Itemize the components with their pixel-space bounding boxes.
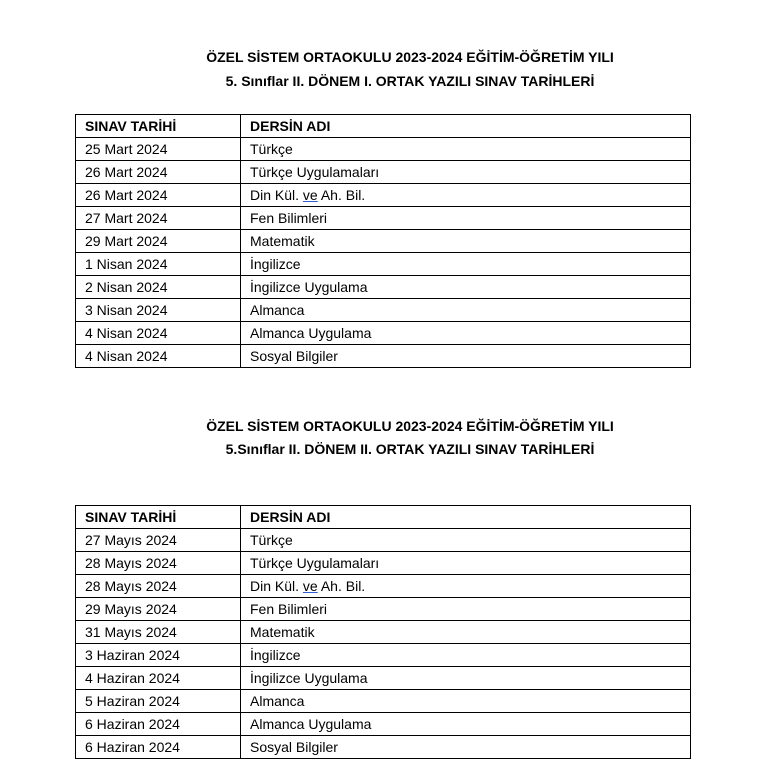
exam-table-2 (75, 505, 691, 759)
course-name-cell: Almanca (241, 299, 691, 322)
exam-table-1 (75, 114, 691, 368)
table-row (76, 621, 691, 644)
course-name-cell: İngilizce Uygulama (241, 667, 691, 690)
course-name-cell: Matematik (241, 230, 691, 253)
table-header-row (76, 506, 691, 529)
exam-date-cell: 6 Haziran 2024 (76, 736, 241, 759)
course-name-cell: İngilizce (241, 644, 691, 667)
header-exam-date: SINAV TARİHİ (76, 115, 241, 138)
course-name-cell: Türkçe (241, 529, 691, 552)
exam-date-cell: 26 Mart 2024 (76, 184, 241, 207)
table-row (76, 299, 691, 322)
exam-date-cell: 4 Nisan 2024 (76, 322, 241, 345)
exam-date-cell: 4 Nisan 2024 (76, 345, 241, 368)
table-row (76, 276, 691, 299)
spellcheck-underlined-word: ve (302, 187, 318, 203)
exam-date-cell: 31 Mayıs 2024 (76, 621, 241, 644)
exam-date-cell: 27 Mart 2024 (76, 207, 241, 230)
exam-date-cell: 26 Mart 2024 (76, 161, 241, 184)
course-name-cell: Almanca (241, 690, 691, 713)
exam-table-2-body (76, 529, 691, 759)
table-row (76, 345, 691, 368)
table-row (76, 322, 691, 345)
table-row (76, 161, 691, 184)
table-header-row (76, 115, 691, 138)
exam-table-1-body (76, 138, 691, 368)
course-name-cell: Türkçe Uygulamaları (241, 552, 691, 575)
header-course-name: DERSİN ADI (241, 506, 691, 529)
table-row (76, 598, 691, 621)
exam-date-cell: 3 Nisan 2024 (76, 299, 241, 322)
exam-date-cell: 3 Haziran 2024 (76, 644, 241, 667)
exam-date-cell: 28 Mayıs 2024 (76, 575, 241, 598)
exam-date-cell: 6 Haziran 2024 (76, 713, 241, 736)
table-row (76, 184, 691, 207)
section2-title-line2: 5.Sınıflar II. DÖNEM II. ORTAK YAZILI SINAV TARİHLERİ (225, 441, 595, 457)
section1-title-line1: ÖZEL SİSTEM ORTAOKULU 2023-2024 EĞİTİM-ÖĞRETİM YILI (206, 49, 614, 65)
exam-date-cell: 29 Mayıs 2024 (76, 598, 241, 621)
table-row (76, 552, 691, 575)
course-name-cell: İngilizce (241, 253, 691, 276)
table-row (76, 667, 691, 690)
exam-date-cell: 29 Mart 2024 (76, 230, 241, 253)
section1-title-line2: 5. Sınıflar II. DÖNEM I. ORTAK YAZILI SINAV TARİHLERİ (225, 73, 595, 89)
spellcheck-underlined-word: ve (302, 578, 318, 594)
course-name-cell: Sosyal Bilgiler (241, 345, 691, 368)
course-name-cell: Din Kül. ve Ah. Bil. (241, 184, 691, 207)
table-row (76, 644, 691, 667)
course-name-cell: İngilizce Uygulama (241, 276, 691, 299)
table-row (76, 736, 691, 759)
table-row (76, 529, 691, 552)
exam-date-cell: 25 Mart 2024 (76, 138, 241, 161)
course-name-cell: Sosyal Bilgiler (241, 736, 691, 759)
header-exam-date: SINAV TARİHİ (76, 506, 241, 529)
course-name-cell: Almanca Uygulama (241, 322, 691, 345)
exam-date-cell: 2 Nisan 2024 (76, 276, 241, 299)
table-row (76, 138, 691, 161)
course-name-cell: Fen Bilimleri (241, 207, 691, 230)
table-row (76, 575, 691, 598)
exam-date-cell: 1 Nisan 2024 (76, 253, 241, 276)
course-name-cell: Türkçe (241, 138, 691, 161)
course-name-cell: Türkçe Uygulamaları (241, 161, 691, 184)
header-course-name: DERSİN ADI (241, 115, 691, 138)
course-name-cell: Matematik (241, 621, 691, 644)
section2-title-line1: ÖZEL SİSTEM ORTAOKULU 2023-2024 EĞİTİM-ÖĞRETİM YILI (206, 418, 614, 434)
exam-date-cell: 5 Haziran 2024 (76, 690, 241, 713)
table-row (76, 690, 691, 713)
exam-date-cell: 28 Mayıs 2024 (76, 552, 241, 575)
table-row (76, 230, 691, 253)
course-name-cell: Fen Bilimleri (241, 598, 691, 621)
course-name-cell: Din Kül. ve Ah. Bil. (241, 575, 691, 598)
table-row (76, 207, 691, 230)
table-row (76, 713, 691, 736)
table-row (76, 253, 691, 276)
exam-date-cell: 4 Haziran 2024 (76, 667, 241, 690)
exam-date-cell: 27 Mayıs 2024 (76, 529, 241, 552)
course-name-cell: Almanca Uygulama (241, 713, 691, 736)
